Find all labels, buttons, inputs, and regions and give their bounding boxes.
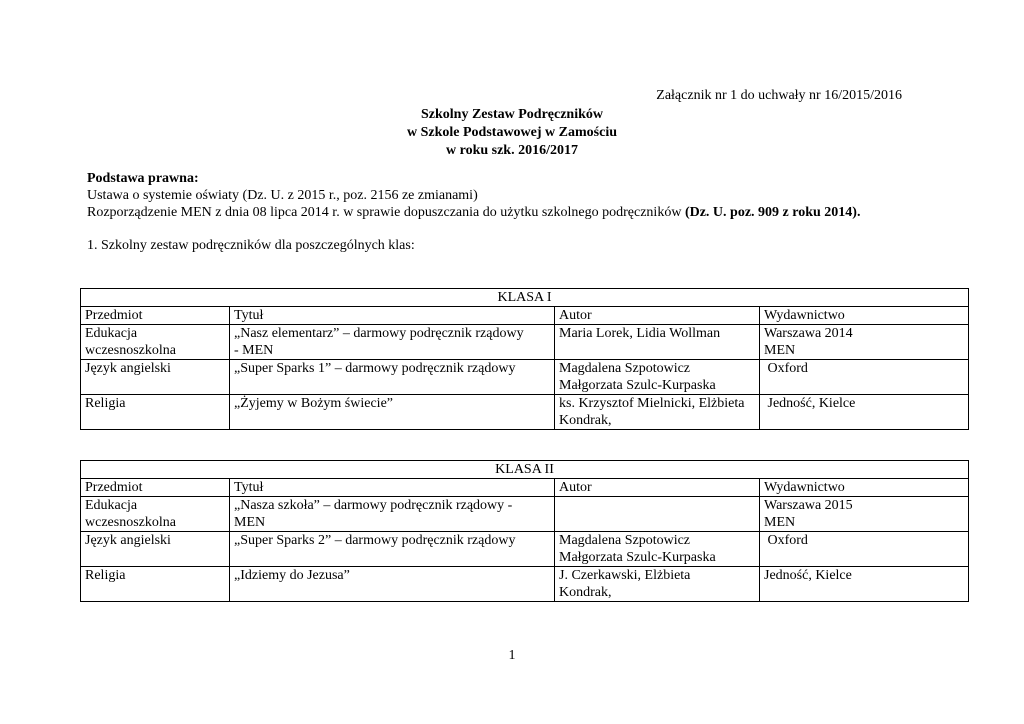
page-number: 1 bbox=[508, 648, 516, 663]
column-header-row bbox=[81, 307, 969, 325]
col-publisher: Wydawnictwo bbox=[760, 307, 969, 325]
cell-line: „Żyjemy w Bożym świecie” bbox=[234, 396, 394, 411]
cell-line: MEN bbox=[764, 343, 796, 358]
cell-line: MEN bbox=[764, 515, 796, 530]
cell-line: Oxford bbox=[764, 361, 808, 376]
cell-title bbox=[230, 567, 555, 602]
col-title: Tytuł bbox=[230, 479, 555, 497]
cell-line: Religia bbox=[85, 568, 126, 583]
table-row bbox=[81, 567, 969, 602]
cell-line: Kondrak, bbox=[559, 585, 612, 600]
document-title bbox=[300, 106, 724, 160]
cell-line: Warszawa 2015 bbox=[764, 498, 853, 513]
cell-publisher bbox=[760, 325, 969, 360]
annex-note: Załącznik nr 1 do uchwały nr 16/2015/2016 bbox=[656, 88, 902, 103]
class-header-row bbox=[81, 289, 969, 307]
col-title: Tytuł bbox=[230, 307, 555, 325]
cell-line: Małgorzata Szulc-Kurpaska bbox=[559, 550, 716, 565]
cell-line: wczesnoszkolna bbox=[85, 343, 176, 358]
legal-basis-line-1: Ustawa o systemie oświaty (Dz. U. z 2015 r., poz. 2156 ze zmianami) bbox=[87, 188, 478, 203]
legal-basis-header: Podstawa prawna: bbox=[87, 171, 199, 186]
cell-line: Małgorzata Szulc-Kurpaska bbox=[559, 378, 716, 393]
cell-line: J. Czerkawski, Elżbieta bbox=[559, 568, 691, 583]
legal-basis-line-2-citation: (Dz. U. poz. 909 z roku 2014). bbox=[684, 205, 861, 220]
title-line-3: w roku szk. 2016/2017 bbox=[446, 143, 578, 158]
cell-author bbox=[555, 532, 760, 567]
table-row bbox=[81, 325, 969, 360]
cell-subject bbox=[81, 360, 230, 395]
cell-line: Język angielski bbox=[85, 533, 171, 548]
table-row bbox=[81, 497, 969, 532]
table-row bbox=[81, 395, 969, 430]
cell-publisher bbox=[760, 567, 969, 602]
cell-line: Magdalena Szpotowicz bbox=[559, 361, 691, 376]
cell-line: Religia bbox=[85, 396, 126, 411]
legal-basis-line-2-text: Rozporządzenie MEN z dnia 08 lipca 2014 r. w sprawie dopuszczania do użytku szkolnego podręczników bbox=[87, 205, 685, 220]
cell-author bbox=[555, 395, 760, 430]
col-author: Autor bbox=[555, 307, 760, 325]
cell-title bbox=[230, 360, 555, 395]
cell-line: wczesnoszkolna bbox=[85, 515, 176, 530]
cell-line: „Super Sparks 1” – darmowy podręcznik rządowy bbox=[234, 361, 516, 376]
title-line-2: w Szkole Podstawowej w Zamościu bbox=[407, 125, 617, 140]
col-author: Autor bbox=[555, 479, 760, 497]
cell-author bbox=[555, 497, 760, 532]
cell-title bbox=[230, 395, 555, 430]
cell-line: Oxford bbox=[764, 533, 808, 548]
cell-publisher bbox=[760, 395, 969, 430]
legal-basis-line-2 bbox=[87, 204, 947, 221]
title-line-1: Szkolny Zestaw Podręczników bbox=[421, 107, 603, 122]
cell-title bbox=[230, 497, 555, 532]
cell-line: „Super Sparks 2” – darmowy podręcznik rządowy bbox=[234, 533, 516, 548]
cell-line: Magdalena Szpotowicz bbox=[559, 533, 691, 548]
cell-line: - MEN bbox=[234, 343, 274, 358]
cell-author bbox=[555, 325, 760, 360]
class-2-table bbox=[80, 460, 969, 602]
col-subject: Przedmiot bbox=[81, 307, 230, 325]
cell-line: Edukacja bbox=[85, 498, 138, 513]
cell-publisher bbox=[760, 360, 969, 395]
cell-title bbox=[230, 532, 555, 567]
class-1-table bbox=[80, 288, 969, 430]
col-subject: Przedmiot bbox=[81, 479, 230, 497]
column-header-row bbox=[81, 479, 969, 497]
cell-line: „Nasz elementarz” – darmowy podręcznik rządowy bbox=[234, 326, 524, 341]
cell-line: Warszawa 2014 bbox=[764, 326, 853, 341]
cell-line: Jedność, Kielce bbox=[764, 396, 856, 411]
cell-line: Kondrak, bbox=[559, 413, 612, 428]
cell-publisher bbox=[760, 532, 969, 567]
class-name: KLASA I bbox=[81, 289, 969, 307]
class-name: KLASA II bbox=[81, 461, 969, 479]
col-publisher: Wydawnictwo bbox=[760, 479, 969, 497]
cell-subject bbox=[81, 325, 230, 360]
cell-title bbox=[230, 325, 555, 360]
cell-line: „Idziemy do Jezusa” bbox=[234, 568, 350, 583]
cell-line: ks. Krzysztof Mielnicki, Elżbieta bbox=[559, 396, 745, 411]
section-intro: 1. Szkolny zestaw podręczników dla poszczególnych klas: bbox=[87, 238, 415, 253]
table-row bbox=[81, 532, 969, 567]
class-header-row bbox=[81, 461, 969, 479]
cell-line: „Nasza szkoła” – darmowy podręcznik rządowy - bbox=[234, 498, 513, 513]
cell-subject bbox=[81, 497, 230, 532]
cell-author bbox=[555, 360, 760, 395]
cell-line: MEN bbox=[234, 515, 266, 530]
cell-line: Język angielski bbox=[85, 361, 171, 376]
cell-subject bbox=[81, 532, 230, 567]
cell-subject bbox=[81, 395, 230, 430]
legal-basis bbox=[87, 170, 947, 221]
cell-author bbox=[555, 567, 760, 602]
cell-subject bbox=[81, 567, 230, 602]
cell-line: Jedność, Kielce bbox=[764, 568, 852, 583]
cell-line: Edukacja bbox=[85, 326, 138, 341]
cell-line: Maria Lorek, Lidia Wollman bbox=[559, 326, 721, 341]
table-row bbox=[81, 360, 969, 395]
cell-publisher bbox=[760, 497, 969, 532]
